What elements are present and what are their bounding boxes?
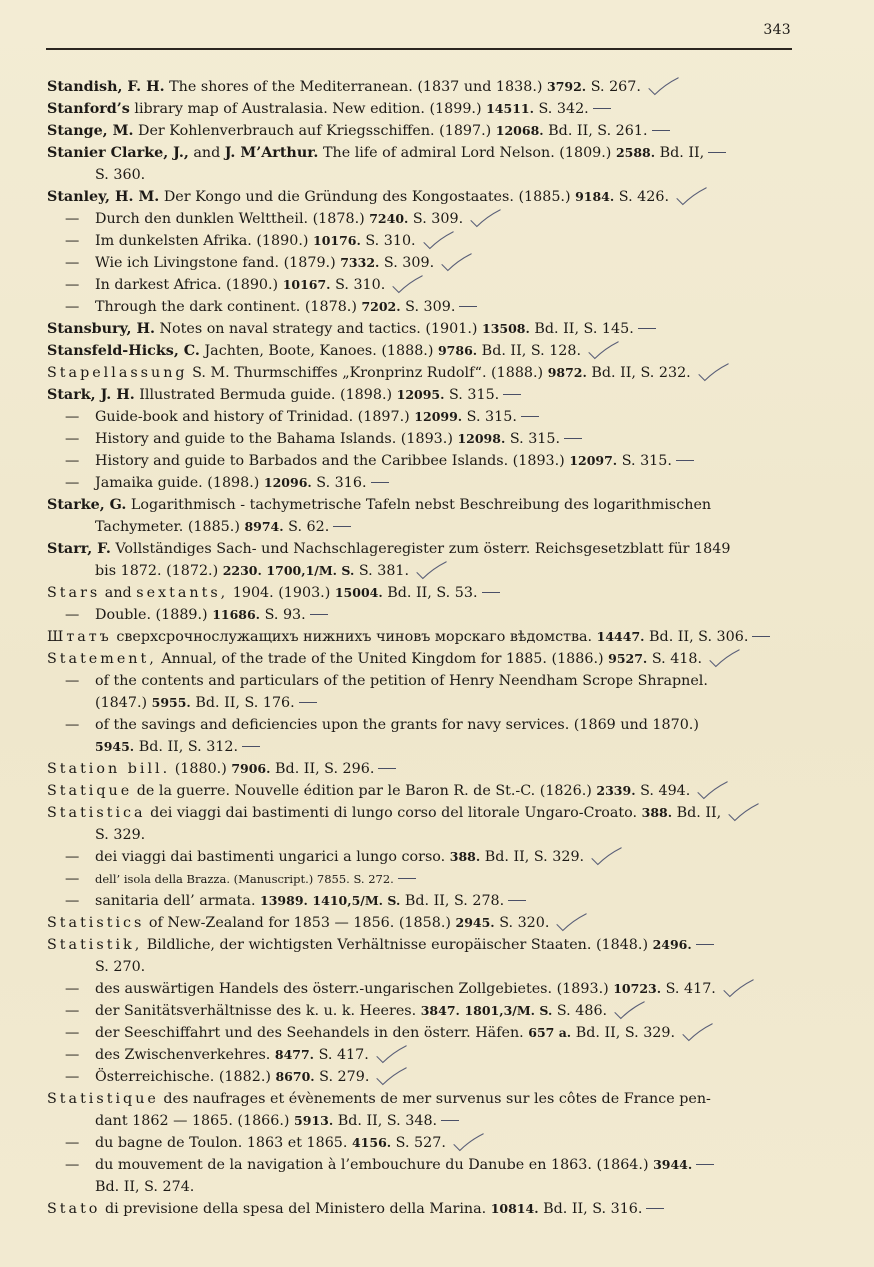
entry-text: du bagne de Toulon. 1863 et 1865. xyxy=(95,1135,352,1151)
catalog-number: 4156. xyxy=(351,1135,392,1150)
entry-heading: Stato xyxy=(47,1201,101,1217)
entry-text: S. 417. xyxy=(661,981,716,997)
ditto-dash: — xyxy=(65,871,80,887)
index-entry xyxy=(47,384,793,406)
pencil-dash-icon xyxy=(499,390,523,400)
index-entry xyxy=(47,318,793,340)
catalog-number: 9786. xyxy=(437,343,478,358)
entry-heading: Stark, J. H. xyxy=(47,387,135,403)
catalog-number: 9527. xyxy=(608,651,648,666)
entry-text: S. 320. xyxy=(494,915,550,931)
catalog-number: 8670. xyxy=(275,1069,315,1084)
entry-heading: Stanley, H. M. xyxy=(47,189,160,205)
catalog-number: 3792. xyxy=(547,79,587,94)
entry-heading: Statistics xyxy=(47,915,145,931)
ditto-dash: — xyxy=(65,277,80,293)
pencil-checkmark-icon xyxy=(677,1023,719,1043)
index-subentry xyxy=(47,252,793,274)
entry-text: Bd. II, S. 176. xyxy=(190,695,295,711)
entry-text: sanitaria dell’ armata. xyxy=(95,893,261,909)
entry-text: S. 315. xyxy=(617,453,672,469)
entry-text: (1880.) xyxy=(170,761,232,777)
pencil-dash-icon xyxy=(748,632,772,642)
entry-text: S. 62. xyxy=(283,519,330,535)
entry-heading: Statement, xyxy=(47,651,157,667)
ditto-dash: — xyxy=(65,1135,80,1151)
entry-text: Bd. II, S. 312. xyxy=(134,739,239,755)
ditto-dash: — xyxy=(65,255,80,271)
index-entry-continuation xyxy=(47,516,793,538)
entry-heading: Starke, G. xyxy=(47,497,127,513)
index-subentry xyxy=(47,450,793,472)
catalog-number: 14511. xyxy=(486,101,534,116)
entry-heading: Statique xyxy=(47,783,133,799)
pencil-checkmark-icon xyxy=(586,847,628,867)
catalog-number: 5913. xyxy=(294,1113,334,1128)
pencil-checkmark-icon xyxy=(551,913,593,933)
ditto-dash: — xyxy=(65,717,80,733)
catalog-number: 2230. xyxy=(222,563,262,578)
entry-heading: Statistica xyxy=(47,805,146,821)
entry-text: Bd. II, S. 329. xyxy=(571,1025,676,1041)
catalog-number: 13989. xyxy=(260,893,308,908)
ditto-dash: — xyxy=(65,431,80,447)
ditto-dash: — xyxy=(65,453,80,469)
entry-text: Im dunkelsten Afrika. (1890.) xyxy=(95,233,313,249)
entry-text: de la guerre. Nouvelle édition par le Baron R. de St.-C. (1826.) xyxy=(132,783,597,799)
catalog-number: 3944. xyxy=(653,1157,693,1172)
catalog-number: 5955. xyxy=(151,695,191,710)
entry-text: dant 1862 — 1865. (1866.) xyxy=(95,1113,295,1129)
entry-text: S. 360. xyxy=(95,167,146,183)
index-entry-continuation xyxy=(47,824,793,846)
index-entry xyxy=(47,142,793,164)
entry-text: dei viaggi dai bastimenti di lungo corso del litorale Ungaro-Croato. xyxy=(145,805,642,821)
catalog-number: 7906. xyxy=(231,761,271,776)
catalog-number: 12097. xyxy=(569,453,618,468)
ditto-dash: — xyxy=(65,893,80,909)
index-subentry xyxy=(47,208,793,230)
pencil-checkmark-icon xyxy=(704,649,746,669)
entry-heading: Starr, F. xyxy=(47,541,111,557)
index-subentry xyxy=(47,1132,793,1154)
ditto-dash: — xyxy=(65,1157,80,1173)
index-entry xyxy=(47,98,793,120)
catalog-number: 12096. xyxy=(263,475,312,490)
entry-text: Bd. II, S. 261. xyxy=(543,123,648,139)
index-entry xyxy=(47,76,793,98)
index-subentry xyxy=(47,978,793,1000)
entry-text: Bd. II, S. 306. xyxy=(644,629,749,645)
index-entry xyxy=(47,758,793,780)
catalog-number: 12068. xyxy=(495,123,544,138)
index-entry xyxy=(47,802,793,824)
pencil-checkmark-icon xyxy=(411,561,453,581)
entry-text: Tachymeter. (1885.) xyxy=(95,519,245,535)
entry-text: Through the dark continent. (1878.) xyxy=(95,299,362,315)
entry-text: S. 309. xyxy=(379,255,435,271)
catalog-number: 12099. xyxy=(414,409,463,424)
pencil-checkmark-icon xyxy=(448,1133,490,1153)
entry-text: Bd. II, xyxy=(655,145,705,161)
entry-heading: Stansfeld-Hicks, C. xyxy=(47,343,200,359)
catalog-number: 388. xyxy=(449,849,481,864)
catalog-number: 5945. xyxy=(95,739,135,754)
index-subentry xyxy=(47,1044,793,1066)
catalog-number: 1410,5/M. S. xyxy=(312,893,401,908)
entry-text: The shores of the Mediterranean. (1837 und 1838.) xyxy=(164,79,547,95)
entry-heading: Штатъ xyxy=(47,629,112,645)
index-entry xyxy=(47,494,793,516)
index-subentry xyxy=(47,472,793,494)
entry-text: Durch den dunklen Welttheil. (1878.) xyxy=(95,211,370,227)
index-entries xyxy=(47,76,793,1220)
entry-text: S. 279. xyxy=(314,1069,370,1085)
ditto-dash: — xyxy=(65,607,80,623)
index-entry-continuation xyxy=(47,736,793,758)
entry-text: Bd. II, S. 53. xyxy=(382,585,478,601)
entry-text: Bd. II, S. 329. xyxy=(480,849,585,865)
pencil-checkmark-icon xyxy=(693,363,735,383)
pencil-dash-icon xyxy=(560,434,584,444)
entry-text: Bd. II, S. 145. xyxy=(529,321,634,337)
ditto-dash: — xyxy=(65,673,80,689)
entry-heading: Stange, M. xyxy=(47,123,134,139)
entry-text: S. 93. xyxy=(260,607,306,623)
index-subentry xyxy=(47,406,793,428)
entry-heading: Station bill. xyxy=(47,761,171,777)
entry-text: Bd. II, S. 348. xyxy=(333,1113,438,1129)
entry-text: di previsione della spesa del Ministero della Marina. xyxy=(100,1201,491,1217)
pencil-dash-icon xyxy=(692,1160,716,1170)
entry-text: Bd. II, S. 316. xyxy=(538,1201,643,1217)
ditto-dash: — xyxy=(65,233,80,249)
entry-text: History and guide to Barbados and the Caribbee Islands. (1893.) xyxy=(95,453,570,469)
entry-heading: J. M’Arthur. xyxy=(224,145,319,161)
catalog-number: 9184. xyxy=(575,189,615,204)
entry-text: Bd. II, xyxy=(672,805,722,821)
entry-text: S. 381. xyxy=(354,563,410,579)
index-entry xyxy=(47,626,793,648)
catalog-number: 2496. xyxy=(652,937,692,952)
entry-text: du mouvement de la navigation à l’embouchure du Danube en 1863. (1864.) xyxy=(95,1157,654,1173)
entry-text: Vollständiges Sach- und Nachschlageregister zum österr. Reichsgesetzblatt für 1849 xyxy=(110,541,731,557)
index-entry xyxy=(47,780,793,802)
entry-text: S. M. Thurmschiffes „Kronprinz Rudolf“. (1888.) xyxy=(187,365,548,381)
ditto-dash: — xyxy=(65,1003,80,1019)
entry-text: of New-Zealand for 1853 — 1856. (1858.) xyxy=(144,915,456,931)
catalog-number: 15004. xyxy=(334,585,383,600)
entry-text: S. 342. xyxy=(533,101,589,117)
entry-text: Guide-book and history of Trinidad. (1897.) xyxy=(95,409,415,425)
index-entry xyxy=(47,362,793,384)
index-subentry xyxy=(47,604,793,626)
catalog-number: 14447. xyxy=(596,629,645,644)
catalog-number: 10814. xyxy=(490,1201,539,1216)
pencil-dash-icon xyxy=(306,610,330,620)
entry-text: The life of admiral Lord Nelson. (1809.) xyxy=(318,145,616,161)
pencil-dash-icon xyxy=(455,302,479,312)
index-entry xyxy=(47,934,793,956)
entry-text: S. 267. xyxy=(586,79,641,95)
index-entry xyxy=(47,1088,793,1110)
entry-text: Illustrated Bermuda guide. (1898.) xyxy=(134,387,397,403)
entry-text: S. 329. xyxy=(95,827,146,843)
entry-text: Logarithmisch - tachymetrische Tafeln nebst Beschreibung des logarithmischen xyxy=(126,497,712,513)
index-subentry xyxy=(47,1066,793,1088)
pencil-dash-icon xyxy=(589,104,613,114)
index-entry xyxy=(47,340,793,362)
ditto-dash: — xyxy=(65,1069,80,1085)
entry-text: Bd. II, S. 296. xyxy=(270,761,375,777)
pencil-dash-icon xyxy=(642,1204,666,1214)
catalog-number: 657 a. xyxy=(528,1025,572,1040)
catalog-number: 7240. xyxy=(369,211,409,226)
index-entry xyxy=(47,912,793,934)
pencil-dash-icon xyxy=(367,478,391,488)
index-subentry xyxy=(47,670,793,692)
entry-text: Jamaika guide. (1898.) xyxy=(95,475,264,491)
index-entry xyxy=(47,538,793,560)
entry-heading: Statistique xyxy=(47,1091,159,1107)
index-subentry xyxy=(47,230,793,252)
pencil-dash-icon xyxy=(692,940,716,950)
entry-text: and xyxy=(100,585,137,601)
entry-heading: sextants, xyxy=(136,585,229,601)
pencil-checkmark-icon xyxy=(692,781,734,801)
catalog-number: 7332. xyxy=(340,255,380,270)
index-subentry xyxy=(47,1000,793,1022)
entry-text: S. 315. xyxy=(462,409,517,425)
entry-text: Österreichische. (1882.) xyxy=(95,1069,276,1085)
catalog-number: 388. xyxy=(641,805,673,820)
index-subentry xyxy=(47,714,793,736)
entry-text: of the savings and deficiencies upon the grants for navy services. (1869 und 1870.) xyxy=(95,717,699,733)
pencil-dash-icon xyxy=(295,698,319,708)
entry-text: Wie ich Livingstone fand. (1879.) xyxy=(95,255,341,271)
entry-text: Bd. II, S. 278. xyxy=(400,893,505,909)
entry-text: S. 527. xyxy=(391,1135,446,1151)
entry-heading: Stansbury, H. xyxy=(47,321,155,337)
pencil-checkmark-icon xyxy=(723,803,765,823)
entry-heading: Stapellassung xyxy=(47,365,188,381)
index-entry-continuation xyxy=(47,1110,793,1132)
entry-text: S. 309. xyxy=(408,211,464,227)
entry-text: Notes on naval strategy and tactics. (1901.) xyxy=(154,321,483,337)
pencil-dash-icon xyxy=(238,742,262,752)
pencil-checkmark-icon xyxy=(387,275,429,295)
catalog-number: 9872. xyxy=(547,365,587,380)
entry-text: S. 309. xyxy=(400,299,456,315)
entry-text: bis 1872. (1872.) xyxy=(95,563,223,579)
pencil-dash-icon xyxy=(634,324,658,334)
catalog-number: 3847. xyxy=(420,1003,460,1018)
index-entry xyxy=(47,1198,793,1220)
index-subentry xyxy=(47,296,793,318)
entry-text: des Zwischenverkehres. xyxy=(95,1047,275,1063)
pencil-dash-icon xyxy=(648,126,672,136)
entry-heading: Stars xyxy=(47,585,101,601)
index-entry xyxy=(47,582,793,604)
catalog-number: 12098. xyxy=(457,431,506,446)
catalog-number: 7202. xyxy=(361,299,401,314)
entry-text: dei viaggi dai bastimenti ungarici a lungo corso. xyxy=(95,849,450,865)
pencil-checkmark-icon xyxy=(609,1001,651,1021)
header-rule xyxy=(46,48,792,50)
entry-heading: Standish, F. H. xyxy=(47,79,165,95)
pencil-checkmark-icon xyxy=(465,209,507,229)
ditto-dash: — xyxy=(65,1047,80,1063)
catalog-number: 8974. xyxy=(244,519,284,534)
ditto-dash: — xyxy=(65,409,80,425)
entry-text: Bd. II, S. 274. xyxy=(95,1179,195,1195)
index-entry-continuation xyxy=(47,692,793,714)
index-entry-continuation xyxy=(47,956,793,978)
entry-text: S. 270. xyxy=(95,959,146,975)
pencil-checkmark-icon xyxy=(671,187,713,207)
entry-text: S. 426. xyxy=(614,189,669,205)
index-subentry xyxy=(47,868,793,890)
entry-heading: Stanford’s xyxy=(47,101,130,117)
pencil-dash-icon xyxy=(437,1116,461,1126)
catalog-number: 12095. xyxy=(396,387,445,402)
pencil-dash-icon xyxy=(704,148,728,158)
index-subentry xyxy=(47,1154,793,1176)
ditto-dash: — xyxy=(65,211,80,227)
catalog-number: 1801,3/M. S. xyxy=(464,1003,553,1018)
catalog-number: 10167. xyxy=(282,277,331,292)
pencil-checkmark-icon xyxy=(371,1067,413,1087)
pencil-dash-icon xyxy=(478,588,502,598)
page-number: 343 xyxy=(763,22,791,38)
catalog-number: 2588. xyxy=(615,145,656,160)
catalog-number: 13508. xyxy=(482,321,530,336)
index-entry-continuation xyxy=(47,560,793,582)
index-entry xyxy=(47,186,793,208)
entry-text: S. 486. xyxy=(552,1003,608,1019)
index-entry-continuation xyxy=(47,1176,793,1198)
entry-text: S. 315. xyxy=(505,431,561,447)
entry-text: library map of Australasia. New edition. (1899.) xyxy=(129,101,487,117)
catalog-number: 2945. xyxy=(455,915,495,930)
entry-text: der Sanitätsverhältnisse des k. u. k. Heeres. xyxy=(95,1003,421,1019)
entry-text: Bd. II, S. 232. xyxy=(586,365,691,381)
entry-text: S. 310. xyxy=(360,233,416,249)
catalog-number: 10176. xyxy=(313,233,361,248)
entry-text: Der Kongo und die Gründung des Kongostaates. (1885.) xyxy=(159,189,576,205)
pencil-dash-icon xyxy=(517,412,541,422)
entry-text: der Seeschiffahrt und des Seehandels in den österr. Häfen. xyxy=(95,1025,529,1041)
entry-text: Jachten, Boote, Kanoes. (1888.) xyxy=(199,343,438,359)
entry-text: History and guide to the Bahama Islands. (1893.) xyxy=(95,431,458,447)
ditto-dash: — xyxy=(65,299,80,315)
entry-text: Annual, of the trade of the United Kingdom for 1885. (1886.) xyxy=(156,651,609,667)
pencil-checkmark-icon xyxy=(583,341,625,361)
catalog-number: 2339. xyxy=(596,783,636,798)
entry-text: In darkest Africa. (1890.) xyxy=(95,277,283,293)
entry-text: S. 315. xyxy=(444,387,500,403)
index-subentry xyxy=(47,428,793,450)
catalog-number: 10723. xyxy=(613,981,662,996)
catalog-number: 8477. xyxy=(274,1047,315,1062)
entry-heading: Statistik, xyxy=(47,937,143,953)
entry-heading: Stanier Clarke, J., xyxy=(47,145,189,161)
ditto-dash: — xyxy=(65,981,80,997)
pencil-dash-icon xyxy=(394,874,418,884)
pencil-checkmark-icon xyxy=(643,77,685,97)
entry-text: S. 310. xyxy=(330,277,386,293)
entry-text: Bildliche, der wichtigsten Verhältnisse europäischer Staaten. (1848.) xyxy=(142,937,653,953)
index-entry xyxy=(47,120,793,142)
catalog-number: 1700,1/M. S. xyxy=(266,563,355,578)
pencil-dash-icon xyxy=(329,522,353,532)
entry-text: Bd. II, S. 128. xyxy=(477,343,582,359)
pencil-checkmark-icon xyxy=(718,979,760,999)
pencil-checkmark-icon xyxy=(418,231,460,251)
index-subentry xyxy=(47,274,793,296)
entry-text: (1847.) xyxy=(95,695,152,711)
pencil-checkmark-icon xyxy=(371,1045,413,1065)
entry-text: S. 417. xyxy=(314,1047,369,1063)
pencil-dash-icon xyxy=(672,456,696,466)
entry-text: S. 316. xyxy=(311,475,367,491)
pencil-dash-icon xyxy=(504,896,528,906)
entry-text: S. 418. xyxy=(647,651,703,667)
pencil-dash-icon xyxy=(374,764,398,774)
ditto-dash: — xyxy=(65,849,80,865)
entry-text: des naufrages et évènements de mer survenus sur les côtes de France pen- xyxy=(158,1091,711,1107)
entry-text: Double. (1889.) xyxy=(95,607,213,623)
entry-text: and xyxy=(188,145,225,161)
ditto-dash: — xyxy=(65,475,80,491)
index-subentry xyxy=(47,1022,793,1044)
index-subentry xyxy=(47,890,793,912)
entry-text: 1904. (1903.) xyxy=(228,585,335,601)
pencil-checkmark-icon xyxy=(436,253,478,273)
entry-text: сверхсрочнослужащихъ нижнихъ чиновъ морскаго вѣдомства. xyxy=(116,629,593,645)
index-entry-continuation xyxy=(47,164,793,186)
entry-text: dell’ isola della Brazza. (Manuscript.) 7855. S. 272. xyxy=(95,872,394,886)
index-subentry xyxy=(47,846,793,868)
entry-text: Der Kohlenverbrauch auf Kriegsschiffen. (1897.) xyxy=(133,123,496,139)
index-entry xyxy=(47,648,793,670)
entry-text: des auswärtigen Handels des österr.-ungarischen Zollgebietes. (1893.) xyxy=(95,981,614,997)
catalog-number: 11686. xyxy=(212,607,261,622)
entry-text: of the contents and particulars of the petition of Henry Neendham Scrope Shrapnel. xyxy=(95,673,708,689)
ditto-dash: — xyxy=(65,1025,80,1041)
entry-text: S. 494. xyxy=(635,783,691,799)
